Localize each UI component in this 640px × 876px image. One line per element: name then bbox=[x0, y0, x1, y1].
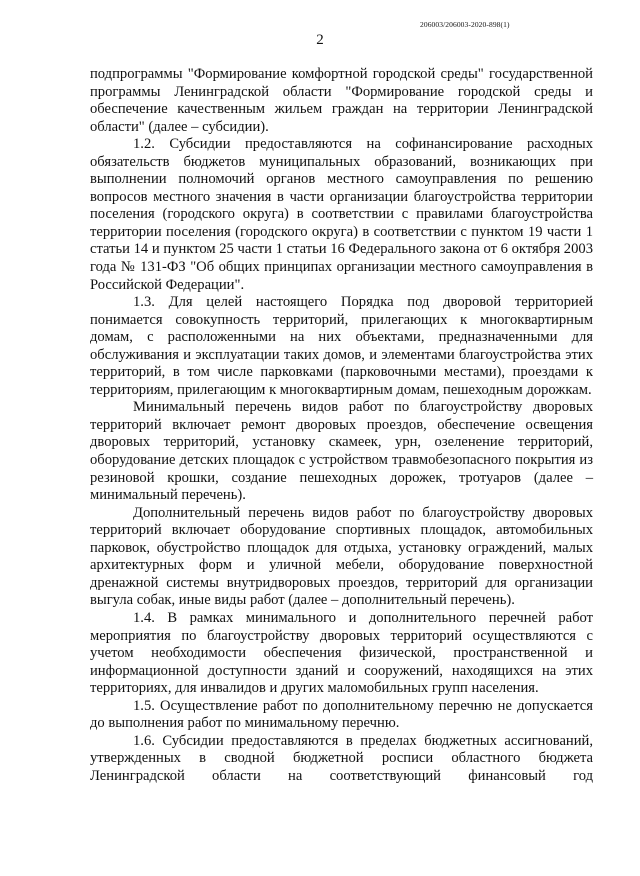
paragraph-minimum-list: Минимальный перечень видов работ по благоустройству дворовых территорий включает ремонт дворовых проездов, обеспечение освещения дворовых территорий, установку скамеек, урн, озеленение территорий, оборудование детских площадок с устройством травмобезопасного покрытия из резиновой крошки, создание пешеходных дорожек, тротуаров (далее – минимальный перечень). bbox=[90, 399, 593, 504]
page-number: 2 bbox=[316, 32, 324, 48]
paragraph-1-3: 1.3. Для целей настоящего Порядка под дворовой территорией понимается совокупность территорий, прилегающих к многоквартирным домам, с расположенными на них объектами, предназначенными для обслуживания и эксплуатации таких домов, и элементами благоустройства этих территорий, в том числе парковками (парковочными местами), проездами к территориям, прилегающим к многоквартирным домам, пешеходным дорожкам. bbox=[90, 294, 593, 398]
paragraph-1-6: 1.6. Субсидии предоставляются в пределах бюджетных ассигнований, утвержденных в сводной бюджетной росписи областного бюджета Ленинградской области на соответствующий финансовый год bbox=[90, 732, 593, 784]
document-body bbox=[90, 66, 593, 785]
document-id: 206003/206003-2020-898(1) bbox=[420, 20, 510, 29]
paragraph-1-4: 1.4. В рамках минимального и дополнительного перечней работ мероприятия по благоустройству дворовых территорий осуществляются с учетом необходимости обеспечения физической, пространственной и информационной доступности зданий и сооружений, находящихся на этих территориях, для инвалидов и других маломобильных групп населения. bbox=[90, 609, 593, 697]
paragraph-1-2: 1.2. Субсидии предоставляются на софинансирование расходных обязательств бюджетов муниципальных образований, возникающих при выполнении полномочий органов местного самоуправления по решению вопросов местного значения в части организации благоустройства территории поселения (городского округа) в соответствии с правилами благоустройства территории поселения (городского округа) в соответствии с пунктом 19 части 1 статьи 14 и пунктом 25 части 1 статьи 16 Федерального закона от 6 октября 2003 года № 131-ФЗ "Об общих принципах организации местного самоуправления в Российской Федерации". bbox=[90, 136, 593, 293]
paragraph-1-5: 1.5. Осуществление работ по дополнительному перечню не допускается до выполнения работ по минимальному перечню. bbox=[90, 697, 593, 732]
paragraph-subprogram-continuation: подпрограммы "Формирование комфортной городской среды" государственной программы Ленинградской области "Формирование городской среды и обеспечение качественным жильем граждан на территории Ленинградской области" (далее – субсидии). bbox=[90, 66, 593, 135]
paragraph-additional-list: Дополнительный перечень видов работ по благоустройству дворовых территорий включает оборудование спортивных площадок, автомобильных парковок, обустройство площадок для отдыха, установку ограждений, малых архитектурных форм и уличной мебели, оборудование поверхностной дренажной системы внутридворовых проездов, территорий для организации выгула собак, иные виды работ (далее – дополнительный перечень). bbox=[90, 504, 593, 609]
